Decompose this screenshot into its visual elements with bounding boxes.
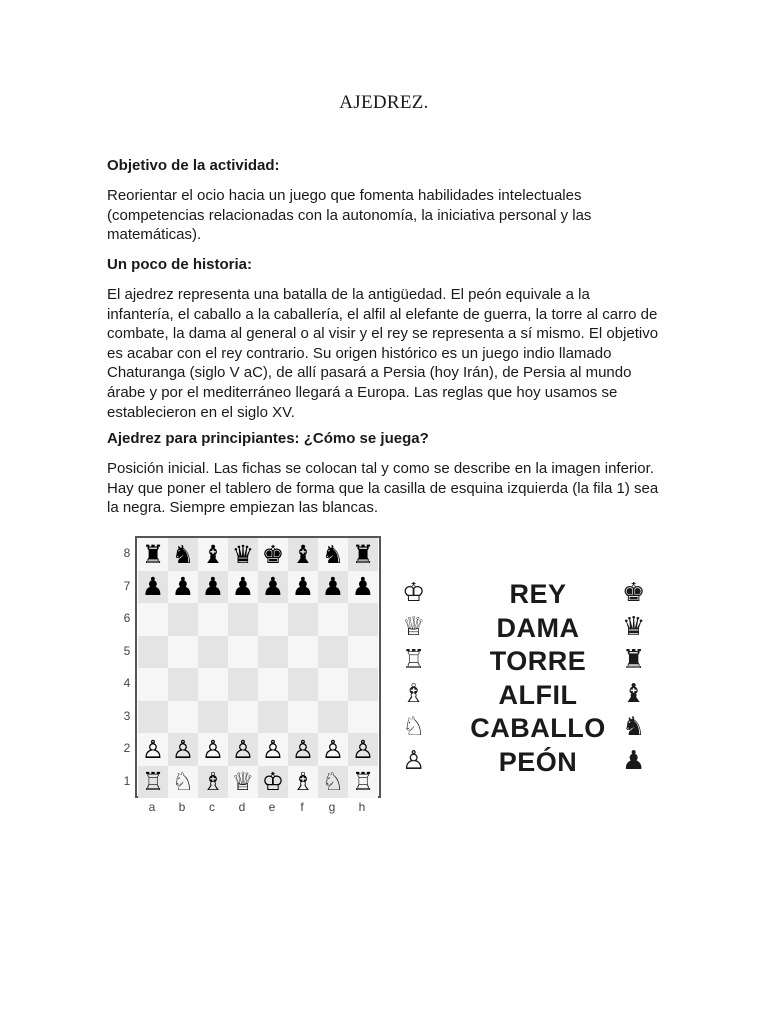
square-f3 [288, 701, 318, 734]
rank-label: 8 [123, 546, 131, 560]
square-c3 [198, 701, 228, 734]
text-line: es acabar con el rey contrario. Su origen histórico es un juego indio llamado [107, 344, 612, 362]
file-label: e [268, 800, 276, 814]
square-c7 [198, 571, 228, 604]
square-g1 [318, 766, 348, 799]
white-pawn-icon: ♙ [351, 734, 375, 764]
text-line: combate, la dama al general o al visir y el rey se representa a sí mismo. El objetivo [107, 325, 659, 343]
square-d8 [228, 538, 258, 571]
square-e1 [258, 766, 288, 799]
square-d3 [228, 701, 258, 734]
black-bishop-icon: ♝ [291, 539, 315, 569]
square-b2 [168, 733, 198, 766]
square-b8 [168, 538, 198, 571]
black-queen-icon: ♛ [231, 539, 255, 569]
legend-label-king: REY [509, 579, 567, 609]
white-king-icon: ♔ [402, 578, 426, 608]
rank-label: 7 [123, 578, 131, 593]
legend-row-bishop [400, 678, 660, 712]
square-h1 [348, 766, 378, 799]
white-bishop-icon: ♗ [402, 678, 426, 709]
black-rook-icon: ♜ [141, 539, 165, 569]
square-g3 [318, 701, 348, 734]
file-label: a [148, 800, 156, 814]
black-rook-icon: ♜ [622, 645, 646, 675]
square-c5 [198, 636, 228, 669]
square-h8 [348, 538, 378, 571]
legend-row-rook [400, 644, 660, 678]
black-bishop-icon: ♝ [201, 539, 225, 569]
square-b1 [168, 766, 198, 799]
square-a3 [138, 701, 168, 734]
square-h5 [348, 636, 378, 669]
black-pawn-icon: ♟ [622, 745, 646, 776]
square-h3 [348, 701, 378, 734]
chess-board [135, 536, 381, 798]
square-d1 [228, 766, 258, 799]
legend-label-pawn: PEÓN [498, 746, 578, 777]
square-g2 [318, 733, 348, 766]
text-line: matemáticas). [107, 226, 202, 244]
legend-label-knight: CABALLO [470, 713, 606, 743]
file-label: f [300, 800, 304, 814]
white-knight-icon: ♘ [171, 767, 195, 797]
square-g8 [318, 538, 348, 571]
square-a2 [138, 733, 168, 766]
text-line: (competencias relacionadas con la autonomía, la iniciativa personal y las [107, 206, 592, 224]
file-label: c [209, 800, 215, 814]
black-queen-icon: ♛ [622, 611, 646, 642]
rank-label: 2 [123, 741, 131, 755]
black-pawn-icon: ♟ [321, 572, 345, 602]
square-e3 [258, 701, 288, 734]
square-g6 [318, 603, 348, 636]
black-pawn-icon: ♟ [291, 572, 315, 602]
white-knight-icon: ♘ [402, 712, 426, 742]
square-f7 [288, 571, 318, 604]
square-d7 [228, 571, 258, 604]
section-objective-heading: Objetivo de la actividad: [107, 157, 280, 174]
white-rook-icon: ♖ [402, 645, 426, 675]
black-rook-icon: ♜ [351, 539, 375, 569]
white-queen-icon: ♕ [402, 611, 426, 642]
square-g5 [318, 636, 348, 669]
white-pawn-icon: ♙ [141, 734, 165, 764]
white-pawn-icon: ♙ [171, 734, 195, 764]
square-a4 [138, 668, 168, 701]
white-queen-icon: ♕ [231, 767, 255, 797]
square-h6 [348, 603, 378, 636]
white-king-icon: ♔ [261, 767, 285, 797]
black-knight-icon: ♞ [622, 712, 646, 742]
square-c8 [198, 538, 228, 571]
square-e7 [258, 571, 288, 604]
file-label: h [358, 800, 366, 814]
square-c2 [198, 733, 228, 766]
square-b4 [168, 668, 198, 701]
square-f1 [288, 766, 318, 799]
rank-label: 1 [123, 773, 131, 788]
black-pawn-icon: ♟ [231, 572, 255, 602]
legend-row-queen [400, 611, 660, 645]
square-b5 [168, 636, 198, 669]
black-pawn-icon: ♟ [351, 572, 375, 602]
square-b3 [168, 701, 198, 734]
white-pawn-icon: ♙ [402, 745, 426, 776]
legend-row-king [400, 577, 660, 611]
black-pawn-icon: ♟ [201, 572, 225, 602]
square-a7 [138, 571, 168, 604]
square-a1 [138, 766, 168, 799]
square-a5 [138, 636, 168, 669]
square-f5 [288, 636, 318, 669]
legend-label-rook: TORRE [489, 646, 587, 676]
file-label: g [328, 800, 336, 814]
square-g4 [318, 668, 348, 701]
square-f6 [288, 603, 318, 636]
black-king-icon: ♚ [622, 578, 646, 608]
legend-row-knight [400, 711, 660, 745]
square-c1 [198, 766, 228, 799]
file-label: b [178, 800, 186, 814]
legend-label-queen: DAMA [496, 612, 580, 643]
section-history-heading: Un poco de historia: [107, 256, 253, 273]
square-g7 [318, 571, 348, 604]
white-rook-icon: ♖ [351, 767, 375, 797]
rank-label: 3 [123, 708, 131, 723]
square-e2 [258, 733, 288, 766]
section-objective-text [107, 186, 667, 245]
square-f4 [288, 668, 318, 701]
black-pawn-icon: ♟ [141, 572, 165, 602]
section-history-text [107, 285, 667, 422]
white-bishop-icon: ♗ [201, 767, 225, 797]
black-knight-icon: ♞ [321, 539, 345, 569]
square-e4 [258, 668, 288, 701]
square-e5 [258, 636, 288, 669]
square-c4 [198, 668, 228, 701]
square-a6 [138, 603, 168, 636]
black-knight-icon: ♞ [171, 539, 195, 569]
square-e8 [258, 538, 288, 571]
white-bishop-icon: ♗ [291, 767, 315, 797]
text-line: El ajedrez representa una batalla de la antigüedad. El peón equivale a la [107, 286, 590, 303]
rank-label: 6 [123, 611, 131, 625]
text-line: Posición inicial. Las fichas se colocan tal y como se describe en la imagen inferior. [107, 460, 654, 477]
square-d4 [228, 668, 258, 701]
square-b6 [168, 603, 198, 636]
text-line: Hay que poner el tablero de forma que la casilla de esquina izquierda (la fila 1) sea [107, 479, 659, 497]
square-b7 [168, 571, 198, 604]
square-h2 [348, 733, 378, 766]
white-pawn-icon: ♙ [321, 734, 345, 764]
square-f8 [288, 538, 318, 571]
square-h4 [348, 668, 378, 701]
text-line: establecieron en el siglo XV. [107, 403, 295, 421]
white-pawn-icon: ♙ [261, 734, 285, 764]
text-line: infantería, el caballo a la caballería, el alfil al elefante de guerra, la torre al carro de [107, 305, 658, 323]
rank-label: 4 [123, 676, 131, 690]
square-d5 [228, 636, 258, 669]
chess-board-figure [115, 534, 395, 816]
square-d6 [228, 603, 258, 636]
square-h7 [348, 571, 378, 604]
text-line: Chaturanga (siglo V aC), de allí pasará a Persia (hoy Irán), de Persia al mundo [107, 364, 632, 382]
square-e6 [258, 603, 288, 636]
square-a8 [138, 538, 168, 571]
page-title: AJEDREZ. [339, 92, 429, 113]
white-rook-icon: ♖ [141, 767, 165, 797]
black-bishop-icon: ♝ [622, 678, 646, 709]
section-howto-heading: Ajedrez para principiantes: ¿Cómo se juega? [107, 430, 429, 447]
square-c6 [198, 603, 228, 636]
square-d2 [228, 733, 258, 766]
file-label: d [238, 800, 246, 814]
legend-row-pawn [400, 745, 660, 779]
white-pawn-icon: ♙ [291, 734, 315, 764]
black-pawn-icon: ♟ [261, 572, 285, 602]
text-line: Reorientar el ocio hacia un juego que fomenta habilidades intelectuales [107, 187, 582, 204]
black-pawn-icon: ♟ [171, 572, 195, 602]
section-howto-text [107, 459, 667, 518]
square-f2 [288, 733, 318, 766]
rank-label: 5 [123, 643, 131, 658]
black-king-icon: ♚ [261, 539, 285, 569]
white-pawn-icon: ♙ [231, 734, 255, 764]
text-line: la negra. Siempre empiezan las blancas. [107, 499, 378, 517]
text-line: árabe y por el mediterráneo llegará a Europa. Las reglas que hoy usamos se [107, 383, 618, 401]
white-knight-icon: ♘ [321, 767, 345, 797]
white-pawn-icon: ♙ [201, 734, 225, 764]
legend-label-bishop: ALFIL [498, 679, 578, 710]
